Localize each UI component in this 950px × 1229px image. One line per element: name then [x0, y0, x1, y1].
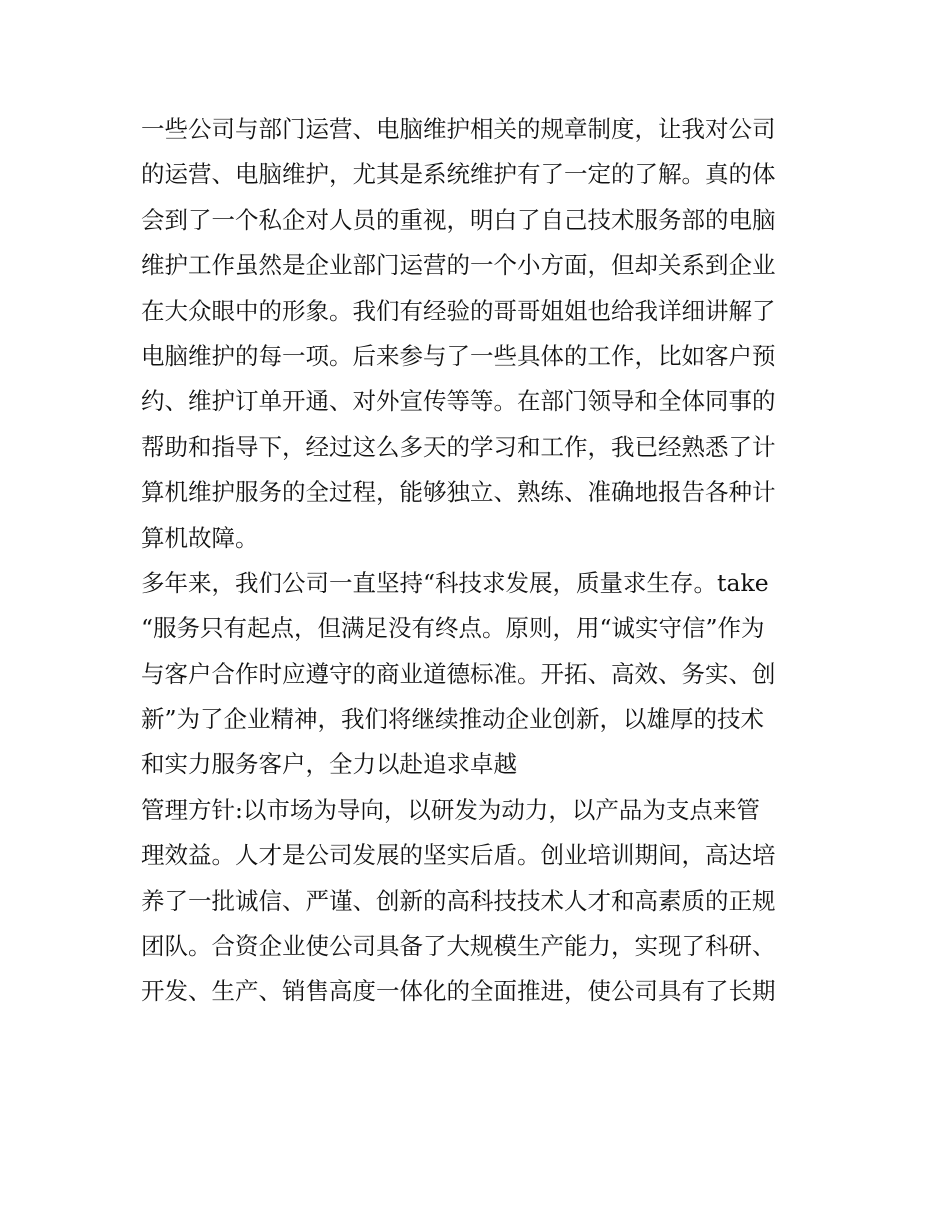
- text-line: 管理方针:以市场为导向，以研发为动力，以产品为支点来管: [141, 795, 760, 824]
- text-line: 新”为了企业精神，我们将继续推动企业创新，以雄厚的技术: [141, 705, 765, 734]
- text-line: 理效益。人才是公司发展的坚实后盾。创业培训期间，高达培: [141, 841, 776, 870]
- text-line: 多年来，我们公司一直坚持“科技求发展，质量求生存。take: [141, 568, 769, 597]
- text-line: 算机故障。: [141, 523, 259, 552]
- text-line: 约、维护订单开通、对外宣传等等。在部门领导和全体同事的: [141, 387, 776, 416]
- text-line: 开发、生产、销售高度一体化的全面推进，使公司具有了长期: [141, 977, 776, 1006]
- text-line: 维护工作虽然是企业部门运营的一个小方面，但却关系到企业: [141, 251, 776, 280]
- document-body: [141, 107, 821, 1015]
- text-line: 帮助和指导下，经过这么多天的学习和工作，我已经熟悉了计: [141, 432, 776, 461]
- text-line: 在大众眼中的形象。我们有经验的哥哥姐姐也给我详细讲解了: [141, 296, 776, 325]
- text-line: 团队。合资企业使公司具备了大规模生产能力，实现了科研、: [141, 932, 776, 961]
- text-line: 与客户合作时应遵守的商业道德标准。开拓、高效、务实、创: [141, 659, 776, 688]
- text-line: “服务只有起点，但满足没有终点。原则，用“诚实守信”作为: [141, 614, 765, 643]
- text-line: 算机维护服务的全过程，能够独立、熟练、准确地报告各种计: [141, 478, 776, 507]
- text-line: 电脑维护的每一项。后来参与了一些具体的工作，比如客户预: [141, 341, 776, 370]
- text-line: 和实力服务客户，全力以赴追求卓越: [141, 750, 517, 779]
- text-line: 养了一批诚信、严谨、创新的高科技技术人才和高素质的正规: [141, 886, 776, 915]
- text-line: 一些公司与部门运营、电脑维护相关的规章制度，让我对公司: [141, 115, 776, 143]
- text-line: 的运营、电脑维护，尤其是系统维护有了一定的了解。真的体: [141, 160, 776, 189]
- text-line: 会到了一个私企对人员的重视，明白了自己技术服务部的电脑: [141, 205, 776, 234]
